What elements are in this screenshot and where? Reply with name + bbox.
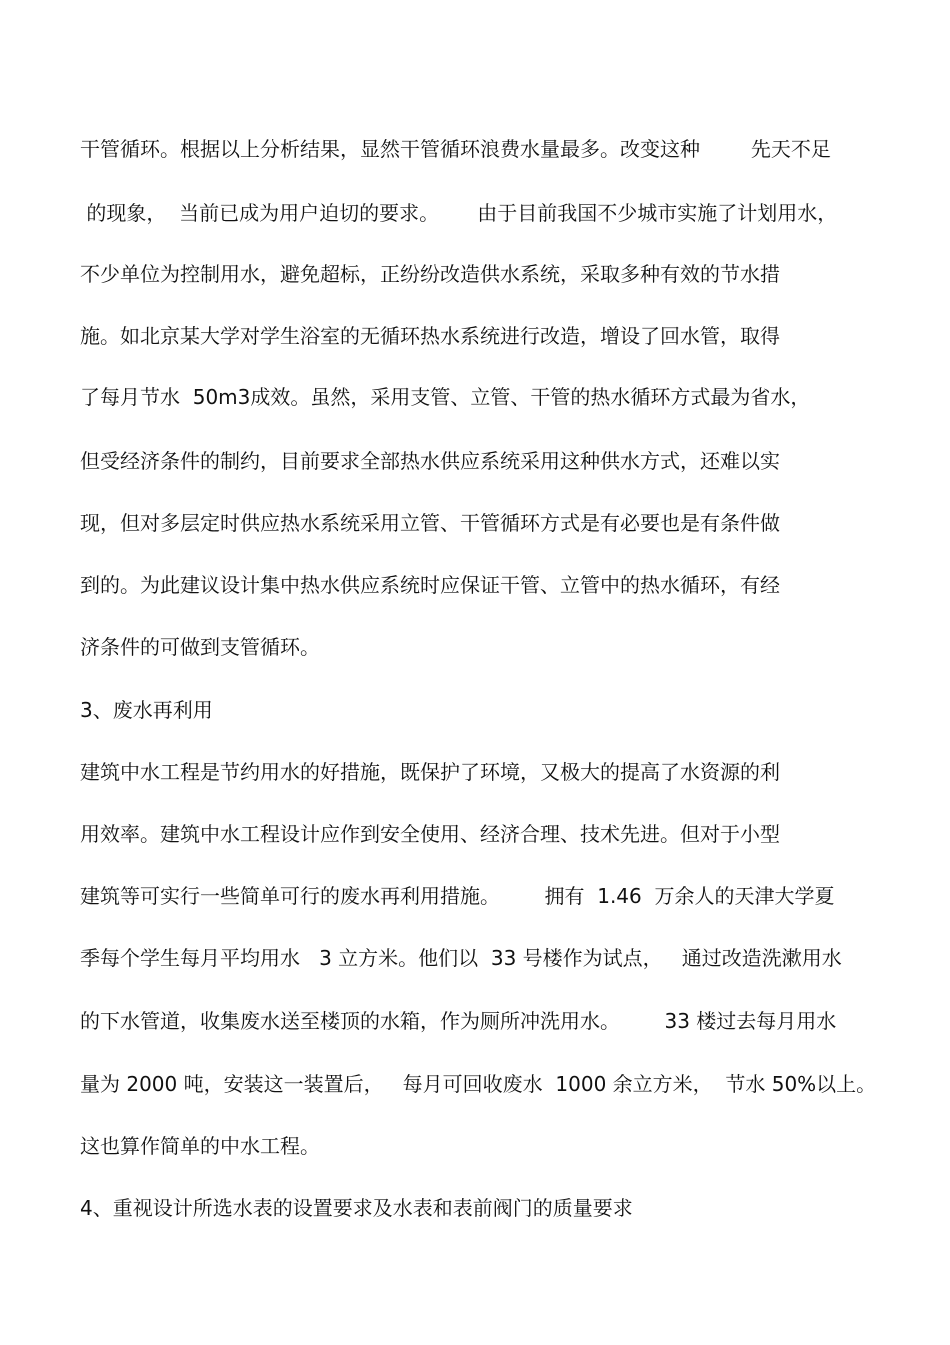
paragraph-line: 但受经济条件的制约，目前要求全部热水供应系统采用这种供水方式，还难以实	[80, 449, 780, 473]
paragraph-line: 了每月节水 50m3成效。虽然，采用支管、立管、干管的热水循环方式最为省水，	[80, 385, 811, 409]
paragraph-line: 量为 2000 吨，安装这一装置后， 每月可回收废水 1000 余立方米， 节水 50%以上。	[80, 1072, 877, 1096]
section-heading: 3、废水再利用	[80, 698, 213, 722]
section-heading: 4、重视设计所选水表的设置要求及水表和表前阀门的质量要求	[80, 1196, 633, 1220]
paragraph-line: 季每个学生每月平均用水 3 立方米。他们以 33 号楼作为试点， 通过改造洗漱用水	[80, 946, 842, 970]
paragraph-line: 现，但对多层定时供应热水系统采用立管、干管循环方式是有必要也是有条件做	[80, 511, 780, 535]
paragraph-line: 的现象， 当前已成为用户迫切的要求。 由于目前我国不少城市实施了计划用水，	[80, 201, 838, 225]
paragraph-line: 的下水管道，收集废水送至楼顶的水箱，作为厕所冲洗用水。 33 楼过去每月用水	[80, 1009, 837, 1033]
paragraph-line: 这也算作简单的中水工程。	[80, 1134, 320, 1158]
paragraph-line: 建筑中水工程是节约用水的好措施，既保护了环境，又极大的提高了水资源的利	[80, 760, 780, 784]
paragraph-line: 施。如北京某大学对学生浴室的无循环热水系统进行改造，增设了回水管，取得	[80, 324, 780, 348]
paragraph-line: 建筑等可实行一些简单可行的废水再利用措施。 拥有 1.46 万余人的天津大学夏	[80, 884, 835, 908]
paragraph-line: 不少单位为控制用水，避免超标，正纷纷改造供水系统，采取多种有效的节水措	[80, 262, 780, 286]
paragraph-line: 干管循环。根据以上分析结果，显然干管循环浪费水量最多。改变这种 先天不足	[80, 137, 831, 161]
paragraph-line: 济条件的可做到支管循环。	[80, 635, 320, 659]
paragraph-line: 到的。为此建议设计集中热水供应系统时应保证干管、立管中的热水循环，有经	[80, 573, 780, 597]
paragraph-line: 用效率。建筑中水工程设计应作到安全使用、经济合理、技术先进。但对于小型	[80, 822, 780, 846]
